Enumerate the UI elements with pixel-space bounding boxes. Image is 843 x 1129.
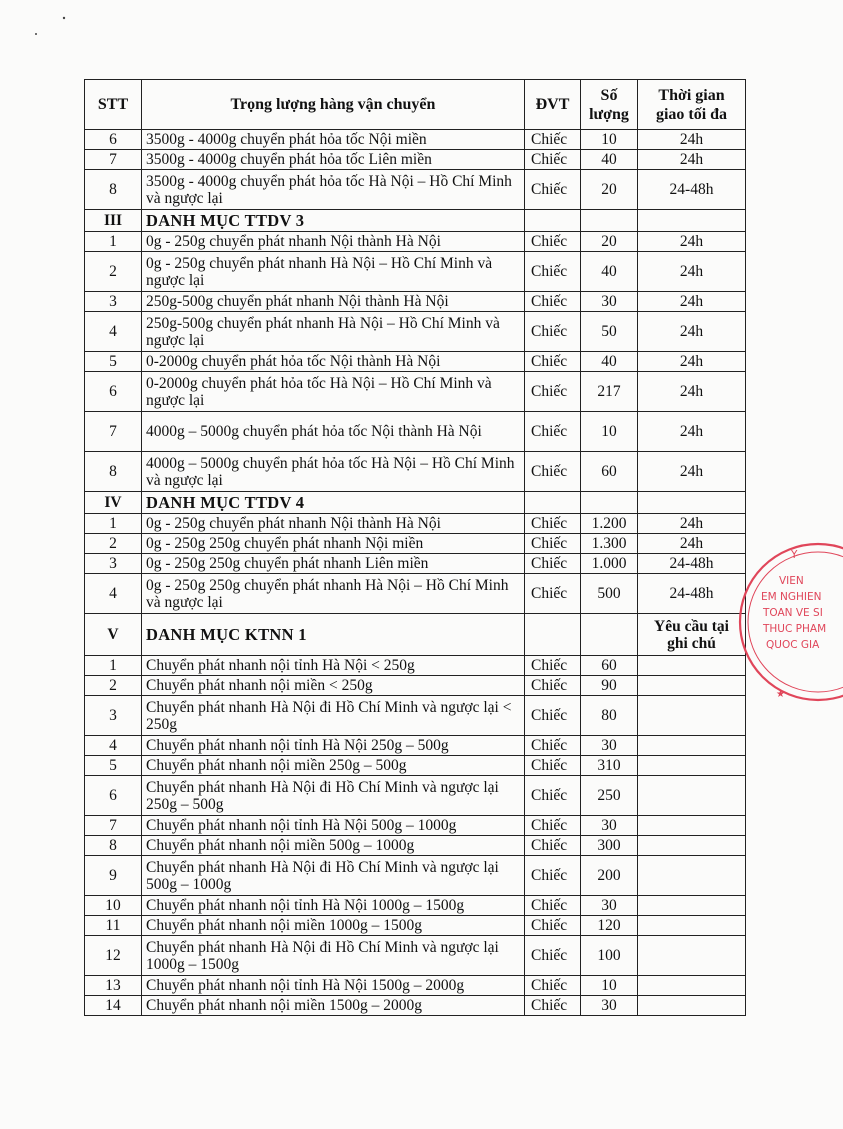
- weight-description: Chuyển phát nhanh Hà Nội đi Hồ Chí Minh và ngược lại 250g – 500g: [142, 776, 525, 816]
- stamp-text-line: Y: [791, 549, 798, 561]
- quantity-cell: 100: [581, 936, 638, 976]
- table-row: [85, 312, 746, 352]
- unit-cell: Chiếc: [525, 232, 581, 252]
- weight-description: Chuyển phát nhanh nội tỉnh Hà Nội 500g – 1000g: [142, 816, 525, 836]
- stt-cell: 2: [85, 676, 142, 696]
- unit-cell: Chiếc: [525, 736, 581, 756]
- red-seal-stamp: [733, 540, 843, 705]
- max-time-cell: 24h: [638, 150, 746, 170]
- weight-description: Chuyển phát nhanh nội tỉnh Hà Nội 1000g – 1500g: [142, 896, 525, 916]
- max-time-cell: 24-48h: [638, 574, 746, 614]
- stt-cell: 3: [85, 292, 142, 312]
- stamp-text-line: EM NGHIEN: [761, 591, 822, 603]
- table-row: [85, 756, 746, 776]
- quantity-cell: [581, 614, 638, 656]
- stt-cell: 4: [85, 574, 142, 614]
- unit-cell: Chiếc: [525, 756, 581, 776]
- unit-cell: Chiếc: [525, 292, 581, 312]
- max-time-cell: 24-48h: [638, 554, 746, 574]
- max-time-cell: [638, 976, 746, 996]
- section-row: [85, 210, 746, 232]
- unit-cell: Chiếc: [525, 312, 581, 352]
- quantity-cell: 90: [581, 676, 638, 696]
- weight-description: 0-2000g chuyển phát hỏa tốc Hà Nội – Hồ Chí Minh và ngược lại: [142, 372, 525, 412]
- table-header-row: [85, 80, 746, 130]
- quantity-cell: 30: [581, 816, 638, 836]
- quantity-cell: 60: [581, 452, 638, 492]
- unit-cell: Chiếc: [525, 776, 581, 816]
- table-row: [85, 696, 746, 736]
- stt-cell: 12: [85, 936, 142, 976]
- max-time-cell: [638, 836, 746, 856]
- weight-description: 250g-500g chuyển phát nhanh Nội thành Hà Nội: [142, 292, 525, 312]
- stt-cell: 8: [85, 452, 142, 492]
- max-time-cell: [638, 936, 746, 976]
- weight-description: 3500g - 4000g chuyển phát hỏa tốc Hà Nội – Hồ Chí Minh và ngược lại: [142, 170, 525, 210]
- weight-description: Chuyển phát nhanh Hà Nội đi Hồ Chí Minh và ngược lại 1000g – 1500g: [142, 936, 525, 976]
- table-row: [85, 836, 746, 856]
- section-row: [85, 492, 746, 514]
- unit-cell: Chiếc: [525, 816, 581, 836]
- unit-cell: Chiếc: [525, 412, 581, 452]
- header-quantity: [581, 80, 638, 130]
- weight-description: 0-2000g chuyển phát hỏa tốc Nội thành Hà Nội: [142, 352, 525, 372]
- weight-description: Chuyển phát nhanh Hà Nội đi Hồ Chí Minh và ngược lại < 250g: [142, 696, 525, 736]
- unit-cell: Chiếc: [525, 574, 581, 614]
- quantity-cell: 300: [581, 836, 638, 856]
- quantity-cell: 310: [581, 756, 638, 776]
- unit-cell: Chiếc: [525, 836, 581, 856]
- max-time-cell: [638, 210, 746, 232]
- header-time-line2: giao tối đa: [655, 105, 728, 123]
- stt-cell: III: [85, 210, 142, 232]
- weight-description: 0g - 250g 250g chuyển phát nhanh Liên miền: [142, 554, 525, 574]
- max-time-cell: 24h: [638, 130, 746, 150]
- table-row: [85, 976, 746, 996]
- max-time-cell: [638, 492, 746, 514]
- table-row: [85, 896, 746, 916]
- table-body: [85, 130, 746, 1016]
- max-time-cell: 24h: [638, 352, 746, 372]
- quantity-cell: 30: [581, 292, 638, 312]
- table-row: [85, 170, 746, 210]
- header-quantity-line1: Số: [600, 86, 618, 104]
- table-row: [85, 574, 746, 614]
- weight-description: 0g - 250g chuyển phát nhanh Nội thành Hà Nội: [142, 232, 525, 252]
- svg-text:★: ★: [776, 689, 785, 700]
- max-time-cell: 24h: [638, 292, 746, 312]
- max-time-cell: [638, 996, 746, 1016]
- stt-cell: 1: [85, 514, 142, 534]
- weight-description: Chuyển phát nhanh nội tỉnh Hà Nội 250g – 500g: [142, 736, 525, 756]
- unit-cell: Chiếc: [525, 130, 581, 150]
- stt-cell: 10: [85, 896, 142, 916]
- max-time-cell: [638, 816, 746, 836]
- table-row: [85, 676, 746, 696]
- unit-cell: Chiếc: [525, 676, 581, 696]
- header-weight: Trọng lượng hàng vận chuyển: [142, 80, 525, 130]
- stt-cell: 4: [85, 736, 142, 756]
- quantity-cell: 120: [581, 916, 638, 936]
- weight-description: 0g - 250g 250g chuyển phát nhanh Nội miền: [142, 534, 525, 554]
- weight-description: 4000g – 5000g chuyển phát hỏa tốc Hà Nội – Hồ Chí Minh và ngược lại: [142, 452, 525, 492]
- max-time-cell: [638, 916, 746, 936]
- quantity-cell: 40: [581, 252, 638, 292]
- stt-cell: 8: [85, 836, 142, 856]
- stt-cell: 8: [85, 170, 142, 210]
- stamp-text-line: QUOC GIA: [766, 639, 820, 651]
- unit-cell: Chiếc: [525, 452, 581, 492]
- max-time-cell: 24h: [638, 232, 746, 252]
- max-time-cell: [638, 696, 746, 736]
- quantity-cell: 20: [581, 170, 638, 210]
- quantity-cell: [581, 492, 638, 514]
- table-row: [85, 412, 746, 452]
- max-time-cell: [638, 856, 746, 896]
- weight-description: 3500g - 4000g chuyển phát hỏa tốc Nội miền: [142, 130, 525, 150]
- max-time-cell: Yêu cầu tại ghi chú: [638, 614, 746, 656]
- weight-description: Chuyển phát nhanh nội miền 1500g – 2000g: [142, 996, 525, 1016]
- section-title: DANH MỤC TTDV 4: [142, 492, 525, 514]
- quantity-cell: 80: [581, 696, 638, 736]
- stt-cell: 5: [85, 756, 142, 776]
- stt-cell: 6: [85, 130, 142, 150]
- table-row: [85, 130, 746, 150]
- quantity-cell: 30: [581, 996, 638, 1016]
- table-row: [85, 514, 746, 534]
- unit-cell: Chiếc: [525, 996, 581, 1016]
- stt-cell: 6: [85, 776, 142, 816]
- stt-cell: 5: [85, 352, 142, 372]
- unit-cell: Chiếc: [525, 372, 581, 412]
- stt-cell: 3: [85, 696, 142, 736]
- max-time-cell: [638, 896, 746, 916]
- max-time-cell: 24-48h: [638, 170, 746, 210]
- table-row: [85, 452, 746, 492]
- stamp-text-line: TOAN VE SI: [763, 607, 823, 619]
- stt-cell: 2: [85, 534, 142, 554]
- max-time-cell: 24h: [638, 372, 746, 412]
- table-row: [85, 252, 746, 292]
- table-row: [85, 150, 746, 170]
- unit-cell: Chiếc: [525, 554, 581, 574]
- table-row: [85, 232, 746, 252]
- max-time-cell: [638, 676, 746, 696]
- quantity-cell: [581, 210, 638, 232]
- section-row: [85, 614, 746, 656]
- header-max-time: [638, 80, 746, 130]
- max-time-cell: 24h: [638, 252, 746, 292]
- quantity-cell: 1.300: [581, 534, 638, 554]
- max-time-cell: 24h: [638, 312, 746, 352]
- header-quantity-line2: lượng: [589, 105, 629, 123]
- unit-cell: Chiếc: [525, 936, 581, 976]
- quantity-cell: 10: [581, 976, 638, 996]
- quantity-cell: 200: [581, 856, 638, 896]
- stt-cell: 14: [85, 996, 142, 1016]
- unit-cell: [525, 614, 581, 656]
- unit-cell: Chiếc: [525, 150, 581, 170]
- quantity-cell: 10: [581, 130, 638, 150]
- quantity-cell: 50: [581, 312, 638, 352]
- weight-description: Chuyển phát nhanh nội miền 1000g – 1500g: [142, 916, 525, 936]
- unit-cell: Chiếc: [525, 170, 581, 210]
- quantity-cell: 60: [581, 656, 638, 676]
- table-row: [85, 372, 746, 412]
- unit-cell: Chiếc: [525, 514, 581, 534]
- stt-cell: 2: [85, 252, 142, 292]
- weight-description: Chuyển phát nhanh nội tỉnh Hà Nội < 250g: [142, 656, 525, 676]
- delivery-table: [84, 79, 746, 1016]
- quantity-cell: 500: [581, 574, 638, 614]
- max-time-cell: [638, 656, 746, 676]
- stt-cell: 7: [85, 412, 142, 452]
- table-row: [85, 554, 746, 574]
- weight-description: 0g - 250g chuyển phát nhanh Hà Nội – Hồ Chí Minh và ngược lại: [142, 252, 525, 292]
- table-row: [85, 292, 746, 312]
- weight-description: Chuyển phát nhanh nội miền < 250g: [142, 676, 525, 696]
- stamp-text-line: VIEN: [779, 575, 804, 587]
- stt-cell: 1: [85, 232, 142, 252]
- stt-cell: 3: [85, 554, 142, 574]
- unit-cell: Chiếc: [525, 534, 581, 554]
- stt-cell: V: [85, 614, 142, 656]
- unit-cell: Chiếc: [525, 856, 581, 896]
- table-row: [85, 352, 746, 372]
- unit-cell: [525, 492, 581, 514]
- stamp-text-line: THUC PHAM: [763, 623, 827, 635]
- stt-cell: 9: [85, 856, 142, 896]
- quantity-cell: 217: [581, 372, 638, 412]
- stt-cell: 6: [85, 372, 142, 412]
- quantity-cell: 1.200: [581, 514, 638, 534]
- header-time-line1: Thời gian: [658, 86, 725, 104]
- table-row: [85, 776, 746, 816]
- table-row: [85, 856, 746, 896]
- table-row: [85, 996, 746, 1016]
- stt-cell: 7: [85, 150, 142, 170]
- stt-cell: 11: [85, 916, 142, 936]
- scan-specks: [30, 12, 70, 42]
- table-row: [85, 816, 746, 836]
- table-row: [85, 736, 746, 756]
- max-time-cell: [638, 756, 746, 776]
- table-row: [85, 936, 746, 976]
- table-row: [85, 656, 746, 676]
- table-row: [85, 534, 746, 554]
- stt-cell: 4: [85, 312, 142, 352]
- quantity-cell: 1.000: [581, 554, 638, 574]
- unit-cell: Chiếc: [525, 252, 581, 292]
- unit-cell: Chiếc: [525, 352, 581, 372]
- unit-cell: Chiếc: [525, 696, 581, 736]
- max-time-cell: 24h: [638, 534, 746, 554]
- quantity-cell: 30: [581, 896, 638, 916]
- header-unit: ĐVT: [525, 80, 581, 130]
- stt-cell: 1: [85, 656, 142, 676]
- table-row: [85, 916, 746, 936]
- weight-description: Chuyển phát nhanh Hà Nội đi Hồ Chí Minh và ngược lại 500g – 1000g: [142, 856, 525, 896]
- stt-cell: 7: [85, 816, 142, 836]
- quantity-cell: 30: [581, 736, 638, 756]
- section-title: DANH MỤC KTNN 1: [142, 614, 525, 656]
- unit-cell: Chiếc: [525, 976, 581, 996]
- quantity-cell: 250: [581, 776, 638, 816]
- section-title: DANH MỤC TTDV 3: [142, 210, 525, 232]
- unit-cell: Chiếc: [525, 656, 581, 676]
- stt-cell: 13: [85, 976, 142, 996]
- max-time-cell: 24h: [638, 514, 746, 534]
- max-time-cell: 24h: [638, 412, 746, 452]
- weight-description: Chuyển phát nhanh nội miền 500g – 1000g: [142, 836, 525, 856]
- max-time-cell: [638, 736, 746, 756]
- weight-description: 4000g – 5000g chuyển phát hỏa tốc Nội thành Hà Nội: [142, 412, 525, 452]
- weight-description: 250g-500g chuyển phát nhanh Hà Nội – Hồ Chí Minh và ngược lại: [142, 312, 525, 352]
- weight-description: 0g - 250g 250g chuyển phát nhanh Hà Nội – Hồ Chí Minh và ngược lại: [142, 574, 525, 614]
- unit-cell: [525, 210, 581, 232]
- weight-description: Chuyển phát nhanh nội miền 250g – 500g: [142, 756, 525, 776]
- unit-cell: Chiếc: [525, 896, 581, 916]
- quantity-cell: 40: [581, 150, 638, 170]
- stt-cell: IV: [85, 492, 142, 514]
- max-time-cell: 24h: [638, 452, 746, 492]
- quantity-cell: 20: [581, 232, 638, 252]
- weight-description: 3500g - 4000g chuyển phát hỏa tốc Liên miền: [142, 150, 525, 170]
- header-stt: STT: [85, 80, 142, 130]
- max-time-cell: [638, 776, 746, 816]
- quantity-cell: 10: [581, 412, 638, 452]
- weight-description: 0g - 250g chuyển phát nhanh Nội thành Hà Nội: [142, 514, 525, 534]
- unit-cell: Chiếc: [525, 916, 581, 936]
- quantity-cell: 40: [581, 352, 638, 372]
- weight-description: Chuyển phát nhanh nội tỉnh Hà Nội 1500g – 2000g: [142, 976, 525, 996]
